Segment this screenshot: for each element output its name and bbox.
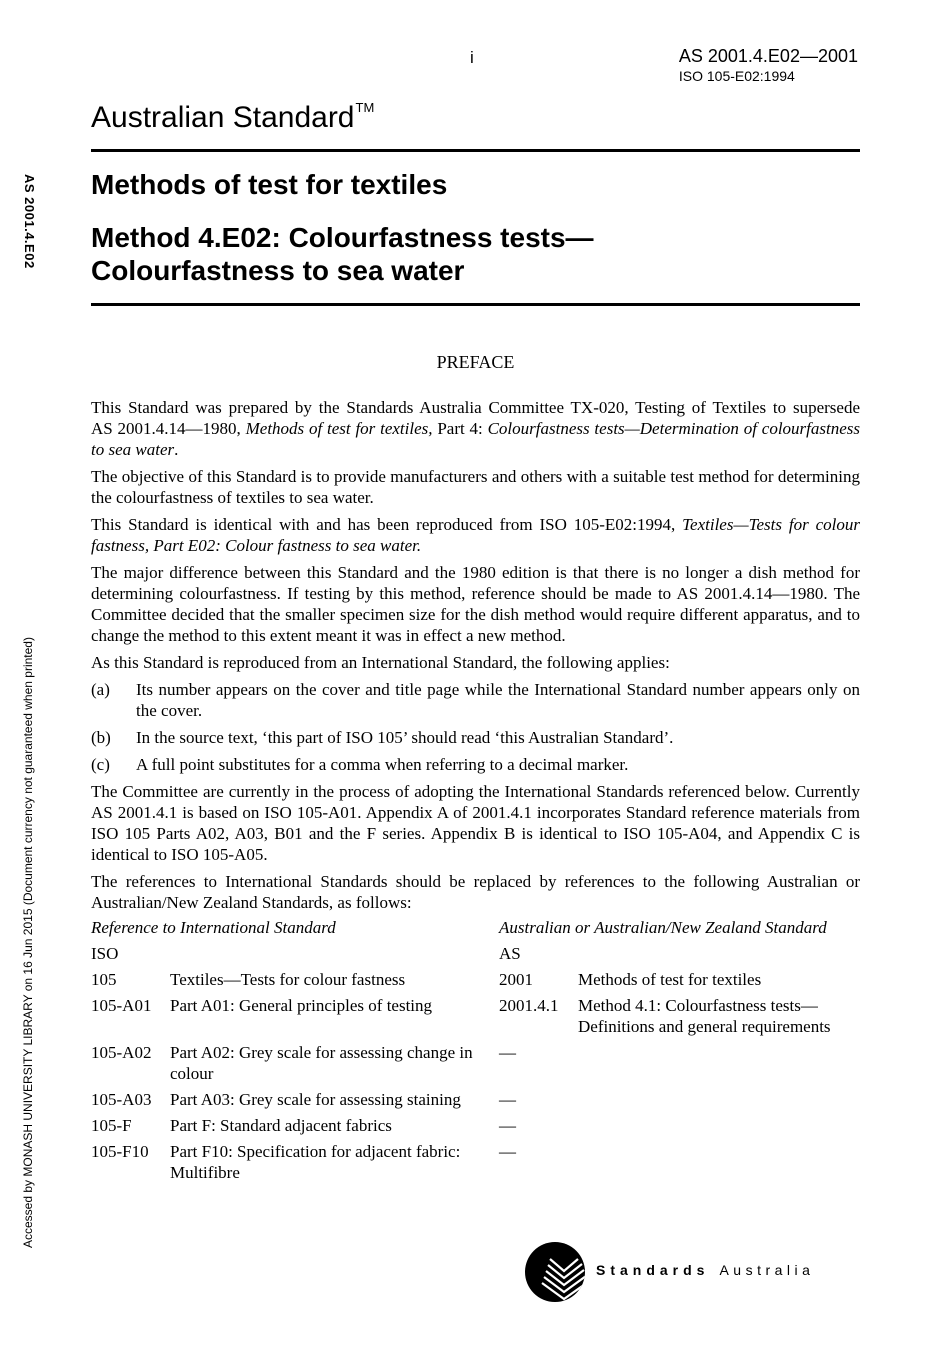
logo-word-standards: Standards: [596, 1262, 710, 1278]
standard-identifier: [679, 46, 858, 84]
p1-subtitle-italic: Colourfastness tests—Determination of colourfastness to sea water: [91, 419, 861, 459]
as-code: —: [499, 1142, 516, 1161]
as-code: 2001.4.1: [499, 996, 559, 1015]
p1-text-a: This Standard was prepared by the Standards Australia Committee TX-020, Testing of Textiles to supersede AS 2001.4.14—1980,: [91, 398, 860, 438]
table-row: [91, 1089, 860, 1115]
method-title-line2: Colourfastness to sea water: [91, 255, 465, 286]
iso-code: 105-A01: [91, 996, 152, 1015]
as-code: 2001: [499, 970, 533, 989]
p1-text-c: Part 4:: [432, 419, 488, 438]
access-note: Accessed by MONASH UNIVERSITY LIBRARY on 16 Jun 2015 (Document currency not guaranteed when printed): [21, 637, 35, 1248]
preface-paragraph-5: As this Standard is reproduced from an International Standard, the following applies:: [91, 653, 670, 672]
org-as: AS: [499, 944, 521, 963]
preface-paragraph-3: [91, 514, 860, 556]
page-number: i: [470, 48, 474, 67]
header-australian: Australian or Australian/New Zealand Standard: [499, 918, 827, 937]
iso-code: 105-A02: [91, 1043, 152, 1062]
list-marker: (a): [91, 680, 110, 699]
iso-title: Part F: Standard adjacent fabrics: [170, 1116, 392, 1135]
header-international: Reference to International Standard: [91, 918, 336, 937]
iso-code: 105-F10: [91, 1142, 149, 1161]
as-code: —: [499, 1116, 516, 1135]
table-header-row: [91, 917, 860, 943]
standard-number: AS 2001.4.E02—2001: [678, 46, 858, 66]
reference-table: [91, 917, 860, 1188]
list-text: Its number appears on the cover and title page while the International Standard number appears only on the cover.: [136, 680, 860, 720]
iso-code: 105-A03: [91, 1090, 152, 1109]
preface-section: [91, 352, 860, 1188]
logo-word-australia: Australia: [719, 1262, 815, 1278]
iso-title: Part F10: Specification for adjacent fabric: Multifibre: [170, 1142, 461, 1182]
brand-title: [91, 100, 374, 135]
p3-title-italic: Textiles—Tests for colour fastness, Part E02: Colour fastness to sea water.: [91, 515, 860, 555]
as-title: Methods of test for textiles: [578, 970, 762, 989]
table-org-row: [91, 943, 860, 969]
side-standard-code: AS 2001.4.E02: [22, 174, 37, 269]
series-title: Methods of test for textiles: [91, 169, 448, 200]
standards-australia-logo-icon: [524, 1241, 586, 1303]
as-code: —: [499, 1090, 516, 1109]
preface-paragraph-7: The references to International Standards should be replaced by references to the following Australian or Australian/New Zealand Standards, as follows:: [91, 872, 860, 912]
iso-code: 105-F: [91, 1116, 132, 1135]
as-title: [578, 1141, 860, 1188]
list-marker: (c): [91, 755, 110, 774]
list-item: [91, 727, 860, 748]
iso-code: 105: [91, 970, 117, 989]
as-title: [578, 1089, 860, 1115]
preface-paragraph-4: The major difference between this Standard and the 1980 edition is that there is no longer a dish method for determining colourfastness. If testing by this method, reference should be made to AS 2001.4.14—1980. The Committee decided that the smaller specimen size for the dish method would require different apparatus, and to change the method to this extent meant it was in effect a new method.: [91, 563, 860, 645]
list-marker: (b): [91, 728, 111, 747]
table-row: [91, 1141, 860, 1188]
trademark-mark: TM: [355, 100, 375, 115]
iso-title: Part A02: Grey scale for assessing change in colour: [170, 1043, 473, 1083]
method-title: [91, 221, 594, 287]
p3-text-a: This Standard is identical with and has been reproduced from ISO 105-E02:1994,: [91, 515, 683, 534]
iso-title: Part A03: Grey scale for assessing staining: [170, 1090, 461, 1109]
logo-wordmark: [596, 1262, 814, 1278]
preface-paragraph-2: The objective of this Standard is to provide manufacturers and others with a suitable test method for determining the colourfastness of textiles to sea water.: [91, 467, 860, 507]
org-iso: ISO: [91, 944, 119, 963]
as-title: Method 4.1: Colourfastness tests—Definitions and general requirements: [578, 996, 831, 1036]
as-title: [578, 1042, 860, 1089]
table-row: [91, 969, 860, 995]
iso-title: Textiles—Tests for colour fastness: [170, 970, 406, 989]
list-text: A full point substitutes for a comma when referring to a decimal marker.: [136, 755, 629, 774]
table-row: [91, 1042, 860, 1089]
preface-paragraph-1: [91, 397, 860, 460]
list-text: In the source text, ‘this part of ISO 105’ should read ‘this Australian Standard’.: [136, 728, 674, 747]
p1-title-italic: Methods of test for textiles,: [245, 419, 433, 438]
list-item: [91, 679, 860, 721]
preface-paragraph-6: The Committee are currently in the process of adopting the International Standards referenced below. Currently AS 2001.4.1 is based on ISO 105-A01. Appendix A of 2001.4.1 incorporates Standard reference materials from ISO 105 Parts A02, A03, B01 and the F series. Appendix B is identical to ISO 105-A04, and Appendix C is identical to ISO 105-A05.: [91, 782, 860, 864]
iso-number: ISO 105-E02:1994: [678, 68, 795, 84]
p1-text-e: .: [174, 440, 179, 459]
brand-name: Australian Standard: [91, 101, 355, 134]
top-rule: [91, 149, 860, 152]
as-code: —: [499, 1043, 516, 1062]
iso-title: Part A01: General principles of testing: [170, 996, 433, 1015]
title-bottom-rule: [91, 303, 860, 306]
table-row: [91, 995, 860, 1042]
method-title-line1: Method 4.E02: Colourfastness tests—: [91, 222, 594, 253]
table-row: [91, 1115, 860, 1141]
as-title: [578, 1115, 860, 1141]
list-item: [91, 754, 860, 775]
preface-heading: PREFACE: [436, 352, 515, 372]
